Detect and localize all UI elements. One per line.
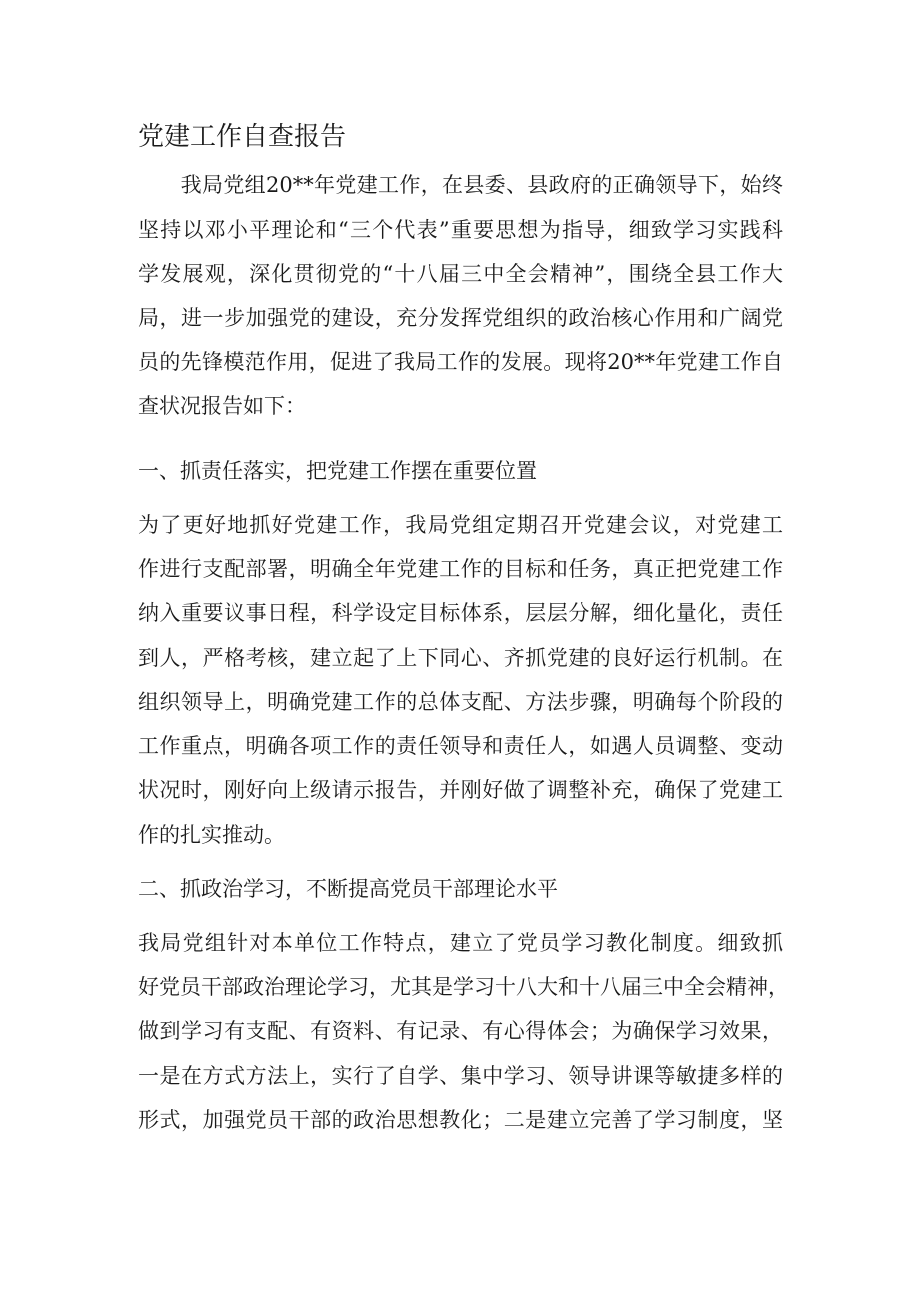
- document-title: 党建工作自查报告: [138, 122, 347, 152]
- paragraph-line: 做到学习有支配、有资料、有记录、有心得体会；为确保学习效果，: [138, 1019, 783, 1043]
- paragraph-line: 工作重点，明确各项工作的责任领导和责任人，如遇人员调整、变动: [138, 734, 783, 758]
- paragraph-line: 组织领导上，明确党建工作的总体支配、方法步骤，明确每个阶段的: [138, 690, 783, 714]
- paragraph-line: 纳入重要议事日程，科学设定目标体系，层层分解，细化量化，责任: [138, 601, 783, 625]
- paragraph-line: 查状况报告如下：: [138, 394, 306, 418]
- paragraph-line: 作进行支配部署，明确全年党建工作的目标和任务，真正把党建工作: [138, 557, 783, 581]
- paragraph-line: 我局党组针对本单位工作特点，建立了党员学习教化制度。细致抓: [138, 931, 783, 955]
- paragraph-line: 形式，加强党员干部的政治思想教化；二是建立完善了学习制度，坚: [138, 1108, 783, 1132]
- paragraph-line: 状况时，刚好向上级请示报告，并刚好做了调整补充，确保了党建工: [138, 778, 783, 802]
- section-heading: 一、抓责任落实，把党建工作摆在重要位置: [138, 459, 537, 483]
- section-heading: 二、抓政治学习，不断提高党员干部理论水平: [138, 877, 558, 901]
- paragraph-line: 作的扎实推动。: [138, 823, 285, 847]
- paragraph-line: 坚持以邓小平理论和“三个代表”重要思想为指导，细致学习实践科: [138, 218, 783, 242]
- paragraph-line: 到人，严格考核，建立起了上下同心、齐抓党建的良好运行机制。在: [138, 646, 783, 670]
- paragraph-line: 员的先锋模范作用，促进了我局工作的发展。现将20**年党建工作自: [138, 350, 783, 374]
- paragraph-line: 为了更好地抓好党建工作，我局党组定期召开党建会议，对党建工: [138, 513, 783, 537]
- paragraph-line: 局，进一步加强党的建设，充分发挥党组织的政治核心作用和广阔党: [138, 306, 783, 330]
- paragraph-line: 一是在方式方法上，实行了自学、集中学习、领导讲课等敏捷多样的: [138, 1064, 783, 1088]
- paragraph-line: 学发展观，深化贯彻党的“十八届三中全会精神”，围绕全县工作大: [138, 262, 783, 286]
- paragraph-line: 好党员干部政治理论学习，尤其是学习十八大和十八届三中全会精神，: [138, 975, 789, 999]
- paragraph-line: 我局党组20**年党建工作，在县委、县政府的正确领导下，始终: [138, 173, 783, 197]
